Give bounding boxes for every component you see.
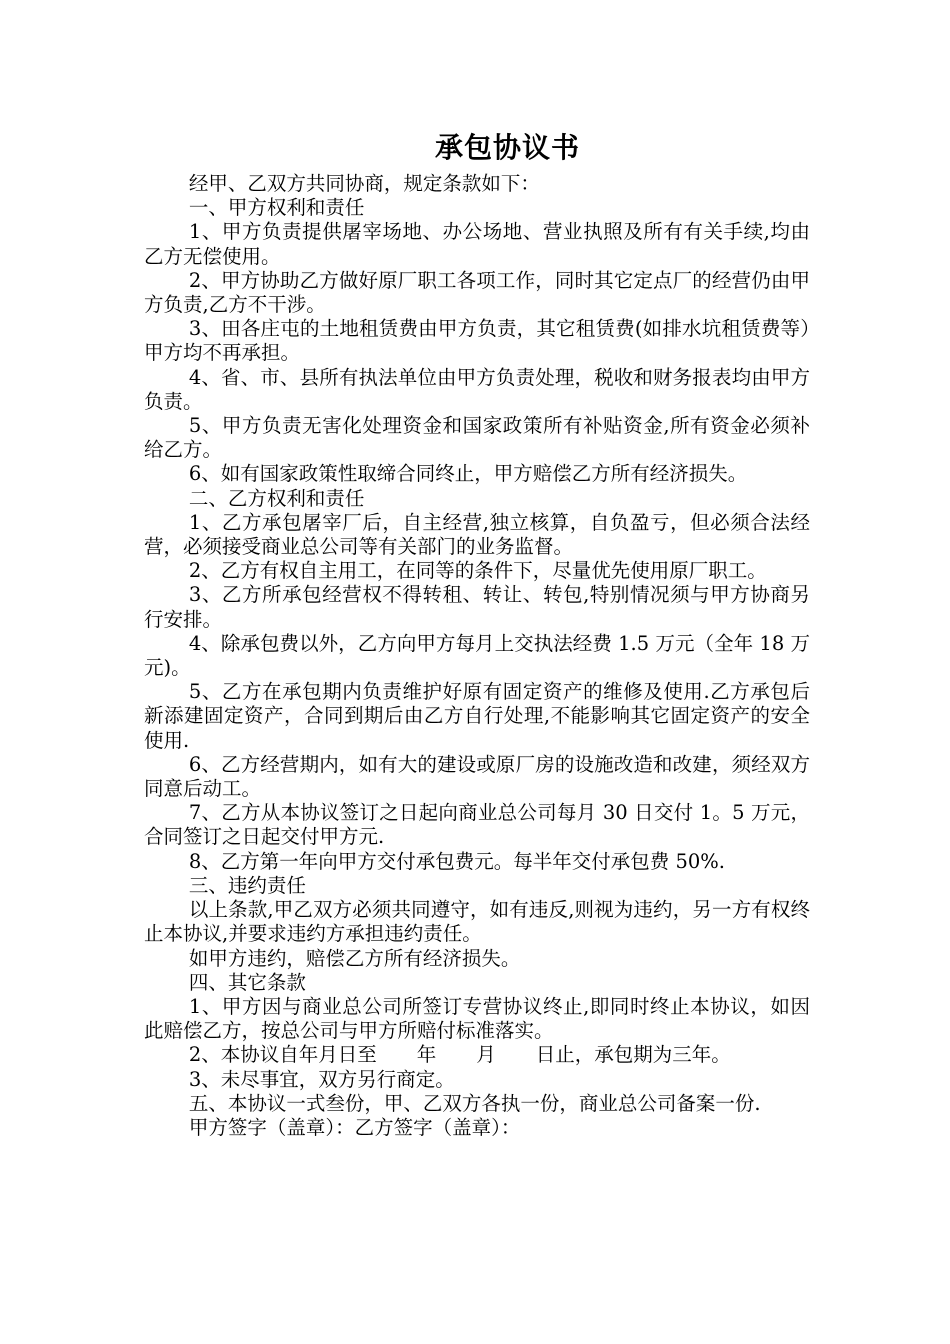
term-month-text: 月	[476, 1043, 496, 1067]
party-b-clause-3: 3、乙方所承包经营权不得转租、转让、转包,特别情况须与甲方协商另行安排。	[144, 583, 810, 631]
party-b-clause-2: 2、乙方有权自主用工，在同等的条件下，尽量优先使用原厂职工。	[188, 559, 767, 583]
term-year-text: 年	[416, 1043, 437, 1067]
party-b-clause-6: 6、乙方经营期内，如有大的建设或原厂房的设施改造和改建，须经双方同意后动工。	[144, 752, 810, 801]
term-start-text: 2、本协议自年月日至	[188, 1043, 377, 1067]
other-clause-2	[144, 1043, 810, 1067]
party-a-clause-4: 4、省、市、县所有执法单位由甲方负责处理，税收和财务报表均由甲方负责。	[144, 365, 810, 413]
section-heading-other: 四、其它条款	[188, 970, 306, 994]
party-b-clause-7: 7、乙方从本协议签订之日起向商业总公司每月 30 日交付 1。5 万元，合同签订之日起交付甲方元.	[144, 801, 810, 849]
signature-line: 甲方签字（盖章）：乙方签字（盖章）：	[188, 1115, 521, 1139]
party-a-clause-2: 2、甲方协助乙方做好原厂职工各项工作，同时其它定点厂的经营仍由甲方负责,乙方不干涉。	[144, 268, 810, 317]
party-b-clause-5: 5、乙方在承包期内负责维护好原有固定资产的维修及使用.乙方承包后新添建固定资产，合同到期后由乙方自行处理,不能影响其它固定资产的安全使用.	[144, 680, 810, 752]
party-a-clause-5: 5、甲方负责无害化处理资金和国家政策所有补贴资金,所有资金必须补给乙方。	[144, 414, 810, 462]
party-a-clause-6: 6、如有国家政策性取缔合同终止，甲方赔偿乙方所有经济损失。	[188, 462, 748, 486]
other-clause-3: 3、未尽事宜，双方另行商定。	[188, 1067, 455, 1091]
document-title: 承包协议书	[434, 131, 580, 164]
party-a-clause-1: 1、甲方负责提供屠宰场地、办公场地、营业执照及所有有关手续,均由乙方无偿使用。	[144, 220, 810, 268]
section-heading-party-a: 一、甲方权利和责任	[188, 196, 365, 220]
copies-clause: 五、本协议一式叁份，甲、乙双方各执一份，商业总公司备案一份.	[188, 1091, 761, 1115]
breach-clause-2: 如甲方违约，赔偿乙方所有经济损失。	[188, 946, 521, 970]
party-b-clause-8: 8、乙方第一年向甲方交付承包费元。每半年交付承包费 50%.	[188, 849, 725, 873]
party-a-clause-3: 3、田各庄屯的土地租赁费由甲方负责，其它租赁费(如排水坑租赁费等）甲方均不再承担。	[144, 317, 810, 365]
section-heading-breach: 三、违约责任	[188, 873, 306, 897]
breach-clause-1: 以上条款,甲乙双方必须共同遵守，如有违反,则视为违约，另一方有权终止本协议,并要求违约方承担违约责任。	[144, 898, 810, 946]
party-b-clause-1: 1、乙方承包屠宰厂后，自主经营,独立核算，自负盈亏，但必须合法经营，必须接受商业总公司等有关部门的业务监督。	[144, 510, 810, 559]
other-clause-1: 1、甲方因与商业总公司所签订专营协议终止,即同时终止本协议，如因此赔偿乙方，按总公司与甲方所赔付标准落实。	[144, 994, 810, 1043]
section-heading-party-b: 二、乙方权利和责任	[188, 486, 365, 510]
party-b-clause-4: 4、除承包费以外，乙方向甲方每月上交执法经费 1.5 万元（全年 18 万元)。	[144, 631, 810, 680]
document-body	[144, 172, 810, 1140]
term-end-text: 日止，承包期为三年。	[535, 1043, 731, 1067]
intro-paragraph: 经甲、乙双方共同协商，规定条款如下：	[188, 172, 540, 195]
